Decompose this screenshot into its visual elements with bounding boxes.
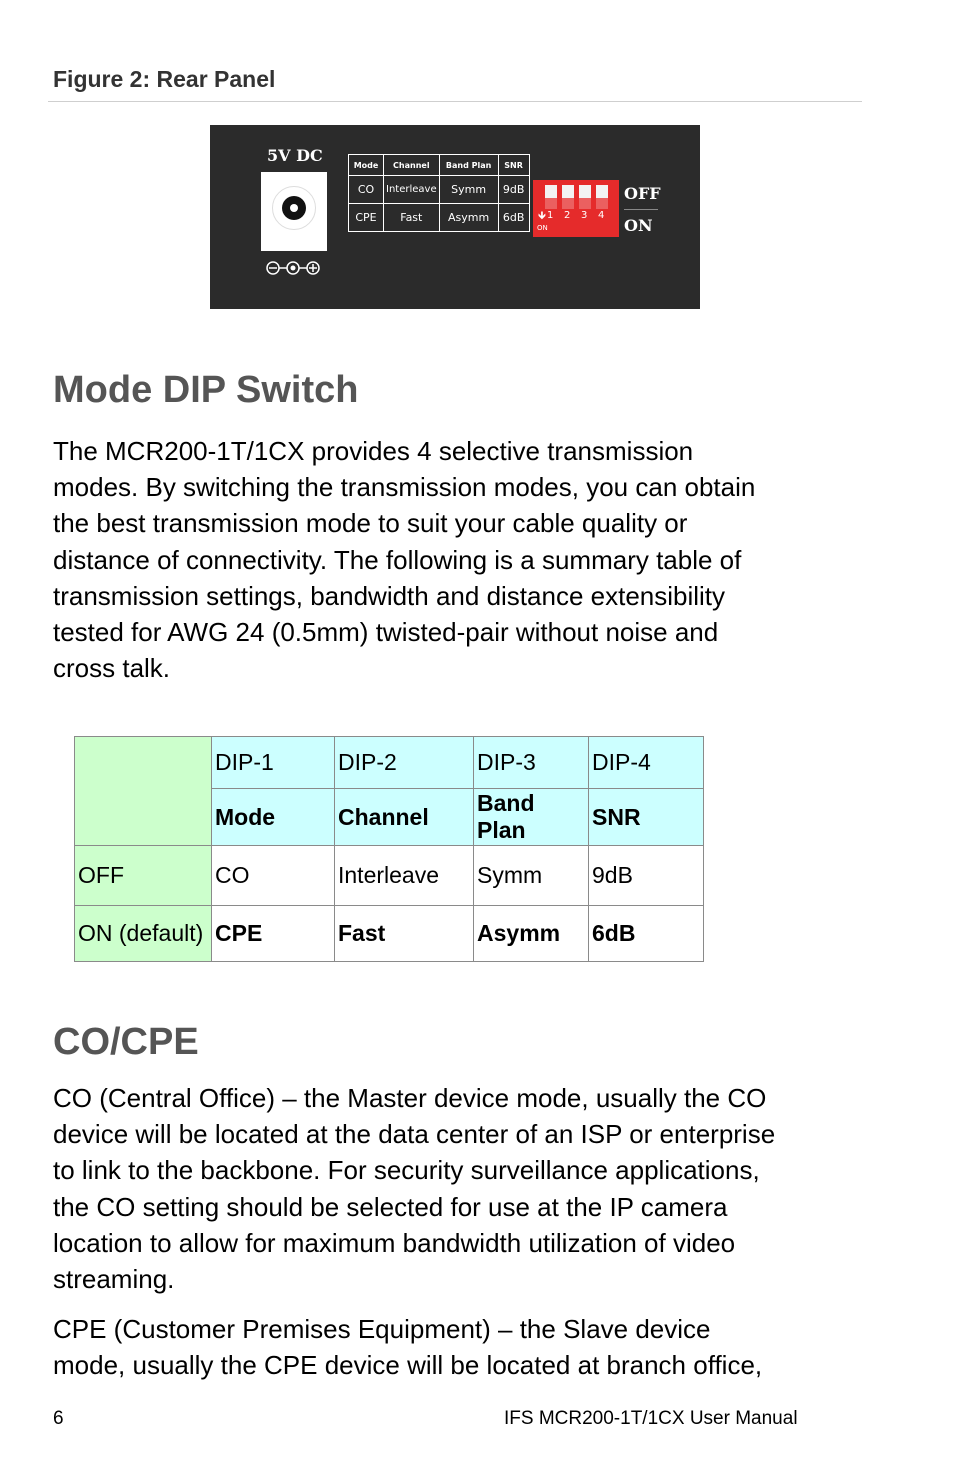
dip-number: 1 <box>547 210 554 221</box>
rear-panel-cell: Asymm <box>439 204 498 232</box>
function-header-cell: SNR <box>589 789 704 846</box>
dip-header-row <box>75 737 704 789</box>
dip-header-cell: DIP-3 <box>474 737 589 789</box>
row-label-cell: ON (default) <box>75 906 212 962</box>
page-number: 6 <box>53 1408 64 1429</box>
power-jack <box>261 172 327 251</box>
dip-number: 3 <box>581 210 588 221</box>
table-row-on <box>75 906 704 962</box>
table-cell: 9dB <box>589 846 704 906</box>
dip-off-label: OFF <box>624 184 661 203</box>
dip-switch-toggle <box>545 185 557 198</box>
text-line: the best transmission mode to suit your cable quality or <box>53 508 688 539</box>
table-cell: Asymm <box>474 906 589 962</box>
section-title-co-cpe: CO/CPE <box>53 1021 199 1063</box>
dip-switch-toggle <box>596 185 608 198</box>
function-header-cell: Band Plan <box>474 789 589 846</box>
text-line: distance of connectivity. The following is a summary table of <box>53 544 742 575</box>
power-jack-ring <box>282 196 306 220</box>
dip-on-small-label: ON <box>537 224 548 232</box>
rear-panel-figure <box>210 125 700 309</box>
row-label-cell: OFF <box>75 846 212 906</box>
section-title-mode-dip-switch: Mode DIP Switch <box>53 369 359 411</box>
power-jack-socket <box>272 186 316 230</box>
table-corner-cell <box>75 737 212 846</box>
table-cell: 6dB <box>589 906 704 962</box>
text-line: tested for AWG 24 (0.5mm) twisted-pair without noise and <box>53 617 719 648</box>
function-header-cell: Mode <box>212 789 335 846</box>
rear-panel-header-cell: Mode <box>349 155 384 176</box>
text-line: streaming. <box>53 1264 175 1295</box>
dip-on-label: ON <box>624 216 653 235</box>
power-jack-pin <box>290 204 298 212</box>
table-cell: Interleave <box>335 846 474 906</box>
dip-header-cell: DIP-4 <box>589 737 704 789</box>
text-line: CPE (Customer Premises Equipment) – the Slave device <box>53 1314 711 1344</box>
text-line: location to allow for maximum bandwidth utilization of video <box>53 1227 736 1258</box>
dip-label-divider <box>624 209 658 210</box>
dip-switch <box>533 180 619 237</box>
dip-switch-toggle <box>562 185 574 198</box>
rear-panel-cell: CPE <box>349 204 384 232</box>
rear-panel-header-cell: Band Plan <box>439 155 498 176</box>
arrow-down-icon: 🡻 <box>538 209 546 222</box>
table-cell: Fast <box>335 906 474 962</box>
text-line: the CO setting should be selected for use at the IP camera <box>53 1191 728 1222</box>
rear-panel-cell: CO <box>349 176 384 204</box>
dip-number: 2 <box>564 210 571 221</box>
polarity-icon <box>265 259 323 277</box>
rear-panel-header-cell: Channel <box>384 155 440 176</box>
rear-panel-row-off <box>349 176 530 204</box>
dip-settings-table <box>74 736 704 962</box>
dip-header-cell: DIP-2 <box>335 737 474 789</box>
power-label: 5V DC <box>267 146 323 165</box>
text-line: The MCR200-1T/1CX provides 4 selective transmission <box>53 436 694 466</box>
dip-switch-toggle <box>579 185 591 198</box>
rear-panel-cell: 9dB <box>498 176 529 204</box>
text-line: device will be located at the data center of an ISP or enterprise <box>53 1119 776 1150</box>
rear-panel-settings-table <box>348 154 530 232</box>
table-cell: Symm <box>474 846 589 906</box>
rear-panel-header-row <box>349 155 530 176</box>
dip-header-cell: DIP-1 <box>212 737 335 789</box>
co-description-paragraph <box>53 1080 868 1297</box>
table-row-off <box>75 846 704 906</box>
function-header-cell: Channel <box>335 789 474 846</box>
rear-panel-cell: Interleave <box>384 176 440 204</box>
text-line: cross talk. <box>53 653 171 684</box>
text-line: CO (Central Office) – the Master device mode, usually the CO <box>53 1083 767 1113</box>
rear-panel-cell: Symm <box>439 176 498 204</box>
mode-description-paragraph <box>53 433 868 686</box>
figure-caption: Figure 2: Rear Panel <box>53 66 276 92</box>
rear-panel-cell: Fast <box>384 204 440 232</box>
dip-number: 4 <box>598 210 605 221</box>
caption-divider <box>48 101 862 102</box>
text-line: modes. By switching the transmission modes, you can obtain <box>53 472 756 503</box>
cpe-description-paragraph <box>53 1311 868 1383</box>
text-line: to link to the backbone. For security surveillance applications, <box>53 1155 760 1186</box>
rear-panel-row-on <box>349 204 530 232</box>
text-line: mode, usually the CPE device will be located at branch office, <box>53 1350 763 1381</box>
rear-panel-header-cell: SNR <box>498 155 529 176</box>
table-cell: CO <box>212 846 335 906</box>
text-line: transmission settings, bandwidth and distance extensibility <box>53 580 726 611</box>
manual-title: IFS MCR200-1T/1CX User Manual <box>504 1408 798 1429</box>
table-cell: CPE <box>212 906 335 962</box>
rear-panel-cell: 6dB <box>498 204 529 232</box>
